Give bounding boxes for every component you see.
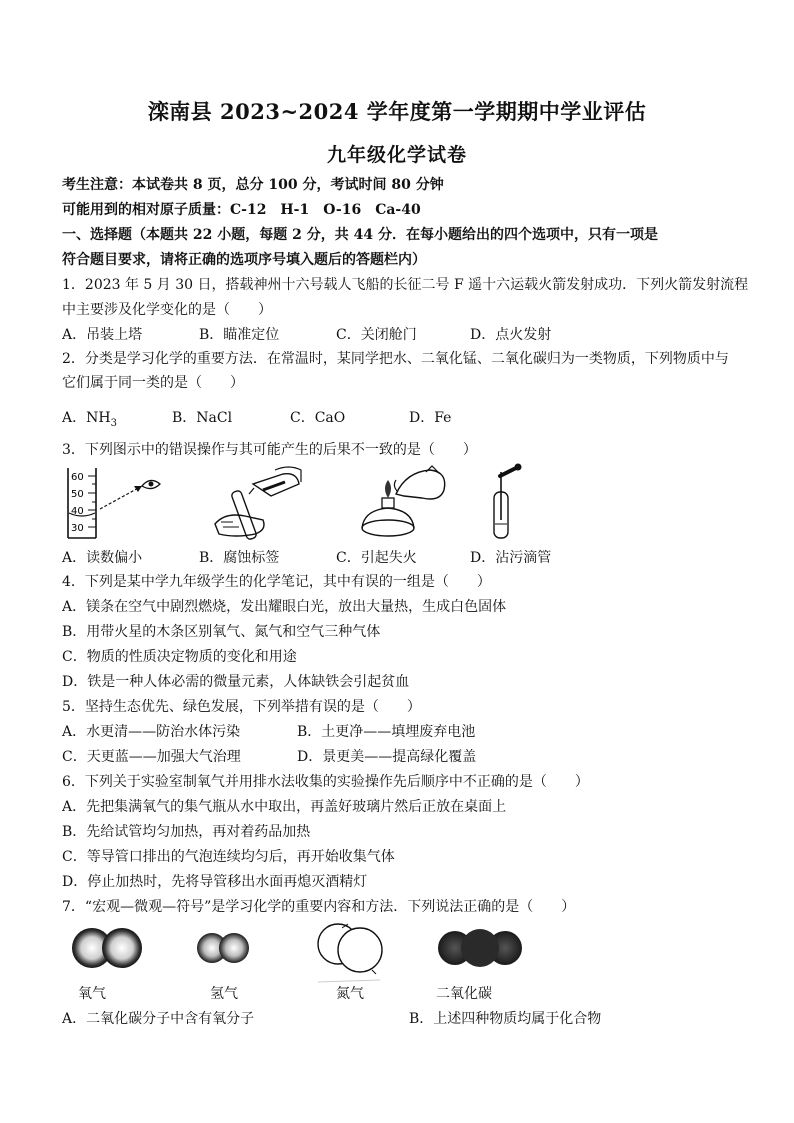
q1-stem-line1: 1．2023 年 5 月 30 日，搭载神州十六号载人飞船的长征二号 F 遥十六运载火箭发射成功．下列火箭发射流程: [62, 277, 749, 293]
q2-option-a-label: A．: [62, 410, 87, 426]
exam-notice: 考生注意：本试卷共 8 页，总分 100 分，考试时间 80 分钟: [62, 177, 444, 193]
q5-option-d: D．景更美——提高绿化覆盖: [297, 749, 477, 765]
q3-tick-60: 60: [71, 472, 84, 483]
q6-option-c: C．等导管口排出的气泡连续均匀后，再开始收集气体: [62, 849, 395, 865]
carbon-dioxide-molecule-model: [438, 929, 522, 967]
q4-option-b: B．用带火星的木条区别氧气、氮气和空气三种气体: [62, 624, 381, 640]
q1-option-a: A．吊装上塔: [62, 327, 143, 343]
q4-option-c: C．物质的性质决定物质的变化和用途: [62, 649, 297, 665]
q2-option-d: D．Fe: [409, 410, 452, 426]
q1-option-d: D．点火发射: [470, 327, 552, 343]
q3-option-c: C．引起失火: [336, 550, 417, 566]
q7-stem: 7．“宏观—微观—符号”是学习化学的重要内容和方法．下列说法正确的是（ ）: [62, 899, 576, 915]
q3-tick-30: 30: [71, 523, 84, 534]
q7-label-carbon-dioxide: 二氧化碳: [436, 986, 492, 1002]
q3-figure-a-cylinder: [62, 464, 172, 542]
q2-option-a-subscript: 3: [110, 418, 117, 429]
q6-option-d: D．停止加热时，先将导管移出水面再熄灭酒精灯: [62, 874, 368, 890]
atomic-masses: 可能用到的相对原子质量：C-12 H-1 O-16 Ca-40: [62, 202, 421, 218]
q3-tick-40: 40: [71, 506, 84, 517]
q3-figure-b-pouring: [205, 464, 310, 542]
q4-option-d: D．铁是一种人体必需的微量元素，人体缺铁会引起贫血: [62, 674, 410, 690]
q7-label-oxygen: 氧气: [78, 986, 106, 1002]
exam-title: 滦南县 2023~2024 学年度第一学期期中学业评估: [147, 99, 647, 124]
q2-option-a-formula: NH: [86, 410, 111, 426]
q5-stem: 5．坚持生态优先、绿色发展，下列举措有误的是（ ）: [62, 699, 421, 715]
q7-label-nitrogen: 氮气: [336, 986, 364, 1002]
q3-figure-d-dropper: [488, 462, 558, 542]
q6-option-a: A．先把集满氧气的集气瓶从水中取出，再盖好玻璃片然后正放在桌面上: [62, 799, 507, 815]
q5-option-a: A．水更清——防治水体污染: [62, 724, 241, 740]
q2-option-a: [62, 409, 117, 433]
q6-stem: 6．下列关于实验室制氧气并用排水法收集的实验操作先后顺序中不正确的是（ ）: [62, 774, 589, 790]
q7-option-a: A．二氧化碳分子中含有氧分子: [62, 1011, 255, 1027]
hydrogen-molecule-model: [197, 933, 249, 963]
section1-heading-line1: 一、选择题（本题共 22 小题，每题 2 分，共 44 分．在每小题给出的四个选项中，只有一项是: [62, 227, 658, 243]
q7-label-hydrogen: 氢气: [210, 986, 238, 1002]
q3-tick-50: 50: [71, 489, 84, 500]
q5-option-b: B．土更净——填埋废弃电池: [297, 724, 476, 740]
q2-stem-line2: 它们属于同一类的是（ ）: [62, 375, 244, 391]
q2-option-c: C．CaO: [290, 410, 346, 426]
exam-subtitle: 九年级化学试卷: [326, 144, 467, 166]
q3-figure-c-alcohol-lamp: [352, 462, 457, 542]
nitrogen-molecule-model: [318, 924, 382, 982]
q3-option-d: D．沾污滴管: [470, 550, 552, 566]
q2-stem-line1: 2．分类是学习化学的重要方法．在常温时，某同学把水、二氧化锰、二氧化碳归为一类物质，下列物质中与: [62, 351, 729, 367]
q4-stem: 4．下列是某中学九年级学生的化学笔记，其中有误的一组是（ ）: [62, 574, 491, 590]
q1-option-c: C．关闭舱门: [336, 327, 417, 343]
q1-stem-line2: 中主要涉及化学变化的是（ ）: [62, 302, 272, 318]
q4-option-a: A．镁条在空气中剧烈燃烧，发出耀眼白光，放出大量热，生成白色固体: [62, 599, 507, 615]
section1-heading-line2: 符合题目要求，请将正确的选项序号填入题后的答题栏内）: [62, 252, 426, 268]
q7-option-b: B．上述四种物质均属于化合物: [409, 1011, 602, 1027]
q3-option-b: B．腐蚀标签: [199, 550, 280, 566]
q3-stem: 3．下列图示中的错误操作与其可能产生的后果不一致的是（ ）: [62, 442, 477, 458]
q2-option-b: B．NaCl: [172, 410, 233, 426]
q5-option-c: C．天更蓝——加强大气治理: [62, 749, 241, 765]
oxygen-molecule-model: [72, 928, 142, 968]
q3-option-a: A．读数偏小: [62, 550, 143, 566]
q6-option-b: B．先给试管均匀加热，再对着药品加热: [62, 824, 311, 840]
q1-option-b: B．瞄准定位: [199, 327, 280, 343]
